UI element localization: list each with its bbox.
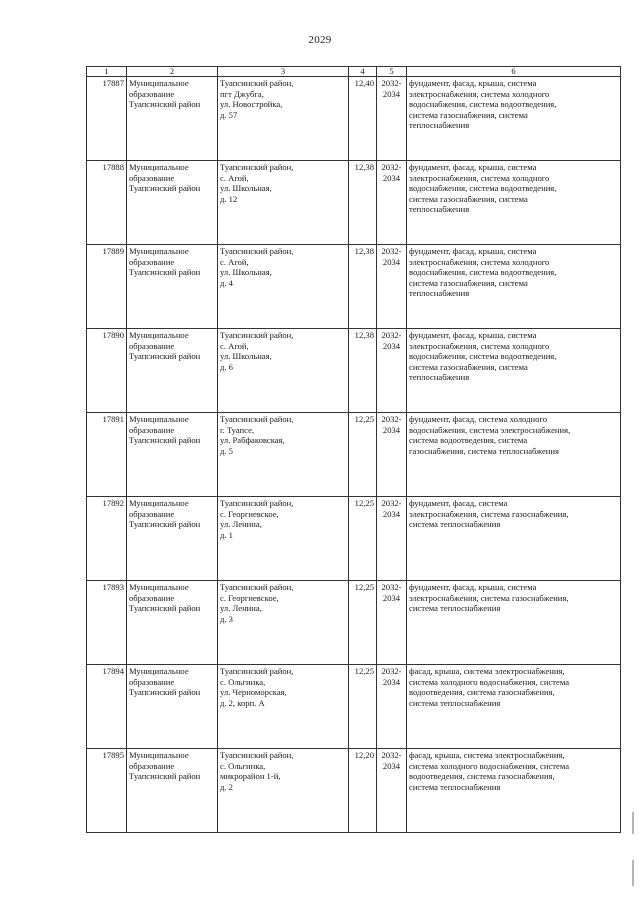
- record-number-cell: 17895: [87, 749, 127, 833]
- owner-line: Туапсинский район: [129, 99, 201, 110]
- record-number-cell: 17887: [87, 77, 127, 161]
- address-line: Туапсинский район,: [220, 78, 294, 88]
- period-line: 2034: [382, 256, 401, 267]
- period-cell: [377, 77, 407, 161]
- record-number-cell: 17889: [87, 245, 127, 329]
- owner-line: Туапсинский район: [129, 267, 201, 278]
- record-number-cell: 17894: [87, 665, 127, 749]
- address-line: д. 2, корп. А: [220, 697, 265, 708]
- housing-registry-table: [86, 66, 621, 833]
- owner-line: Муниципальное: [129, 414, 189, 424]
- area-cell: 12,38: [349, 329, 377, 413]
- header-col-2: 2: [127, 67, 218, 77]
- works-line: водоотведения, система газоснабжения,: [409, 771, 555, 782]
- period-cell: [377, 749, 407, 833]
- area-cell: 12,38: [349, 245, 377, 329]
- record-number-cell: 17888: [87, 161, 127, 245]
- works-line: система холодного водоснабжения, система: [409, 676, 570, 687]
- owner-line: Муниципальное: [129, 498, 189, 508]
- area-cell: 12,25: [349, 497, 377, 581]
- works-line: водоотведения, система газоснабжения,: [409, 687, 555, 698]
- address-line: с. Ольгинка,: [220, 760, 266, 771]
- period-cell: [377, 581, 407, 665]
- works-line: теплоснабжения: [409, 204, 470, 215]
- area-cell: 12,40: [349, 77, 377, 161]
- address-line: д. 6: [220, 361, 233, 372]
- owner-line: Туапсинский район: [129, 351, 201, 362]
- address-line: Туапсинский район,: [220, 750, 294, 760]
- owner-cell: [127, 161, 218, 245]
- address-line: д. 3: [220, 613, 233, 624]
- table-row: [87, 665, 621, 749]
- owner-cell: [127, 413, 218, 497]
- owner-line: Муниципальное: [129, 750, 189, 760]
- works-line: фундамент, фасад, крыша, система: [409, 582, 537, 592]
- period-line: 2034: [382, 88, 401, 99]
- record-number-cell: 17890: [87, 329, 127, 413]
- address-cell: [218, 497, 349, 581]
- owner-line: Муниципальное: [129, 162, 189, 172]
- address-cell: [218, 161, 349, 245]
- address-line: пгт Джубга,: [220, 88, 264, 99]
- works-line: электроснабжения, система газоснабжения,: [409, 592, 569, 603]
- works-line: фундамент, фасад, система: [409, 498, 508, 508]
- owner-line: Муниципальное: [129, 246, 189, 256]
- works-cell: [407, 581, 621, 665]
- table-body: [87, 77, 621, 833]
- table-row: [87, 749, 621, 833]
- scan-edge-mark: [632, 812, 634, 834]
- works-line: фундамент, фасад, система холодного: [409, 414, 547, 424]
- owner-cell: [127, 581, 218, 665]
- works-line: водоснабжения, система водоотведения,: [409, 267, 557, 278]
- period-line: 2034: [382, 592, 401, 603]
- period-cell: [377, 329, 407, 413]
- period-line: 2032-: [381, 750, 402, 760]
- works-cell: [407, 329, 621, 413]
- works-line: электроснабжения, система газоснабжения,: [409, 508, 569, 519]
- table-header: [87, 67, 621, 77]
- address-line: д. 4: [220, 277, 233, 288]
- address-cell: [218, 245, 349, 329]
- owner-line: образование: [129, 592, 175, 603]
- period-line: 2034: [382, 508, 401, 519]
- table-row: [87, 581, 621, 665]
- works-line: водоснабжения, система водоотведения,: [409, 351, 557, 362]
- period-cell: [377, 497, 407, 581]
- header-col-5: 5: [377, 67, 407, 77]
- address-line: с. Ольгинка,: [220, 676, 266, 687]
- works-line: фундамент, фасад, крыша, система: [409, 330, 537, 340]
- period-line: 2032-: [381, 582, 402, 592]
- works-line: система газоснабжения, система: [409, 193, 528, 204]
- address-line: Туапсинский район,: [220, 162, 294, 172]
- period-line: 2032-: [381, 666, 402, 676]
- table-row: [87, 245, 621, 329]
- works-line: фундамент, фасад, крыша, система: [409, 78, 537, 88]
- address-line: д. 5: [220, 445, 233, 456]
- address-line: д. 12: [220, 193, 238, 204]
- works-line: газоснабжения, система теплоснабжения: [409, 445, 559, 456]
- period-cell: [377, 245, 407, 329]
- owner-line: Муниципальное: [129, 666, 189, 676]
- works-line: теплоснабжения: [409, 288, 470, 299]
- owner-line: Муниципальное: [129, 582, 189, 592]
- table-row: [87, 329, 621, 413]
- period-cell: [377, 413, 407, 497]
- address-line: Туапсинский район,: [220, 414, 294, 424]
- address-line: ул. Школьная,: [220, 267, 272, 278]
- period-line: 2032-: [381, 246, 402, 256]
- works-cell: [407, 161, 621, 245]
- area-cell: 12,25: [349, 581, 377, 665]
- works-line: фасад, крыша, система электроснабжения,: [409, 750, 565, 760]
- table-row: [87, 413, 621, 497]
- header-col-6: 6: [407, 67, 621, 77]
- address-line: с. Георгиевское,: [220, 592, 279, 603]
- works-line: электроснабжения, система холодного: [409, 256, 550, 267]
- area-cell: 12,25: [349, 413, 377, 497]
- works-line: система теплоснабжения: [409, 781, 501, 792]
- owner-line: Туапсинский район: [129, 519, 201, 530]
- period-cell: [377, 665, 407, 749]
- address-line: с. Агой,: [220, 340, 249, 351]
- header-col-3: 3: [218, 67, 349, 77]
- record-number-cell: 17891: [87, 413, 127, 497]
- owner-cell: [127, 665, 218, 749]
- works-line: фундамент, фасад, крыша, система: [409, 246, 537, 256]
- address-line: г. Туапсе,: [220, 424, 255, 435]
- address-line: д. 57: [220, 109, 238, 120]
- area-cell: 12,25: [349, 665, 377, 749]
- address-line: Туапсинский район,: [220, 498, 294, 508]
- owner-line: образование: [129, 424, 175, 435]
- owner-line: образование: [129, 676, 175, 687]
- works-line: теплоснабжения: [409, 120, 470, 131]
- owner-cell: [127, 245, 218, 329]
- works-line: фасад, крыша, система электроснабжения,: [409, 666, 565, 676]
- address-cell: [218, 413, 349, 497]
- period-line: 2032-: [381, 330, 402, 340]
- period-line: 2032-: [381, 78, 402, 88]
- address-line: ул. Черноморская,: [220, 687, 287, 698]
- record-number-cell: 17892: [87, 497, 127, 581]
- works-cell: [407, 77, 621, 161]
- address-cell: [218, 581, 349, 665]
- address-line: ул. Рабфаковская,: [220, 435, 285, 446]
- owner-line: Муниципальное: [129, 330, 189, 340]
- address-line: с. Агой,: [220, 256, 249, 267]
- works-line: теплоснабжения: [409, 372, 470, 383]
- record-number-cell: 17893: [87, 581, 127, 665]
- address-cell: [218, 749, 349, 833]
- address-cell: [218, 77, 349, 161]
- address-line: д. 2: [220, 781, 233, 792]
- owner-cell: [127, 329, 218, 413]
- address-line: Туапсинский район,: [220, 246, 294, 256]
- owner-line: Туапсинский район: [129, 435, 201, 446]
- works-line: водоснабжения, система водоотведения,: [409, 99, 557, 110]
- works-line: фундамент, фасад, крыша, система: [409, 162, 537, 172]
- works-cell: [407, 665, 621, 749]
- works-line: электроснабжения, система холодного: [409, 172, 550, 183]
- address-line: ул. Ленина,: [220, 519, 262, 530]
- owner-line: образование: [129, 88, 175, 99]
- period-line: 2032-: [381, 162, 402, 172]
- owner-line: образование: [129, 508, 175, 519]
- period-line: 2034: [382, 172, 401, 183]
- works-line: система холодного водоснабжения, система: [409, 760, 570, 771]
- works-line: водоснабжения, система электроснабжения,: [409, 424, 571, 435]
- works-line: электроснабжения, система холодного: [409, 88, 550, 99]
- owner-line: Муниципальное: [129, 78, 189, 88]
- address-line: с. Агой,: [220, 172, 249, 183]
- period-line: 2034: [382, 424, 401, 435]
- table-row: [87, 77, 621, 161]
- address-line: Туапсинский район,: [220, 330, 294, 340]
- period-cell: [377, 161, 407, 245]
- works-line: система водоотведения, система: [409, 435, 528, 446]
- works-cell: [407, 245, 621, 329]
- area-cell: 12,20: [349, 749, 377, 833]
- address-cell: [218, 665, 349, 749]
- page-number: 2029: [308, 34, 332, 46]
- header-row: [87, 67, 621, 77]
- works-line: система теплоснабжения: [409, 697, 501, 708]
- owner-cell: [127, 497, 218, 581]
- works-line: система газоснабжения, система: [409, 361, 528, 372]
- owner-cell: [127, 749, 218, 833]
- works-cell: [407, 749, 621, 833]
- owner-line: образование: [129, 340, 175, 351]
- owner-line: образование: [129, 172, 175, 183]
- works-line: система теплоснабжения: [409, 519, 501, 530]
- owner-line: Туапсинский район: [129, 687, 201, 698]
- works-cell: [407, 413, 621, 497]
- owner-line: Туапсинский район: [129, 771, 201, 782]
- area-cell: 12,38: [349, 161, 377, 245]
- address-line: ул. Школьная,: [220, 351, 272, 362]
- works-cell: [407, 497, 621, 581]
- owner-cell: [127, 77, 218, 161]
- works-line: система газоснабжения, система: [409, 109, 528, 120]
- owner-line: Туапсинский район: [129, 183, 201, 194]
- header-col-1: 1: [87, 67, 127, 77]
- address-line: д. 1: [220, 529, 233, 540]
- works-line: электроснабжения, система холодного: [409, 340, 550, 351]
- owner-line: Туапсинский район: [129, 603, 201, 614]
- address-line: Туапсинский район,: [220, 582, 294, 592]
- address-line: ул. Ленина,: [220, 603, 262, 614]
- address-cell: [218, 329, 349, 413]
- address-line: ул. Новостройка,: [220, 99, 283, 110]
- owner-line: образование: [129, 256, 175, 267]
- works-line: водоснабжения, система водоотведения,: [409, 183, 557, 194]
- period-line: 2032-: [381, 414, 402, 424]
- scan-edge-mark: [632, 860, 634, 886]
- address-line: с. Георгиевское,: [220, 508, 279, 519]
- address-line: ул. Школьная,: [220, 183, 272, 194]
- table-row: [87, 497, 621, 581]
- works-line: система газоснабжения, система: [409, 277, 528, 288]
- period-line: 2034: [382, 340, 401, 351]
- header-col-4: 4: [349, 67, 377, 77]
- address-line: Туапсинский район,: [220, 666, 294, 676]
- period-line: 2034: [382, 676, 401, 687]
- owner-line: образование: [129, 760, 175, 771]
- address-line: микрорайон 1-й,: [220, 771, 281, 782]
- works-line: система теплоснабжения: [409, 603, 501, 614]
- period-line: 2034: [382, 760, 401, 771]
- period-line: 2032-: [381, 498, 402, 508]
- table-row: [87, 161, 621, 245]
